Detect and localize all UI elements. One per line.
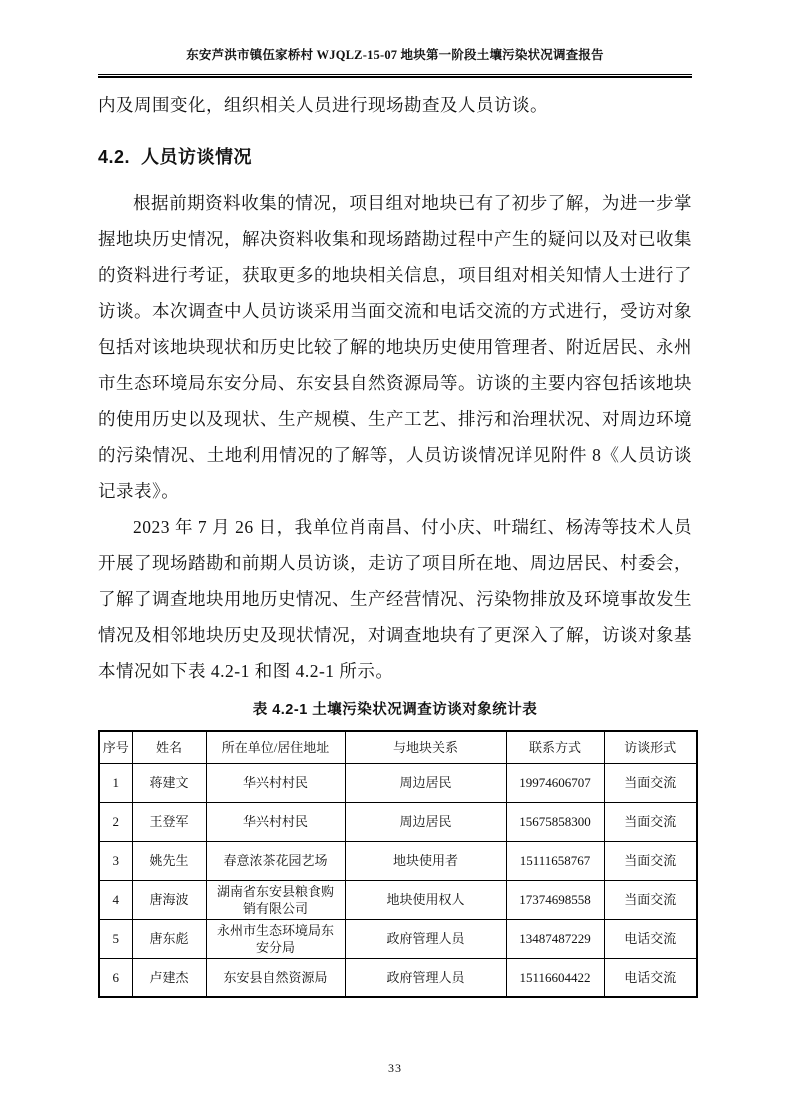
table-row: [99, 958, 697, 997]
cell-relation: 政府管理人员: [345, 958, 506, 997]
cell-relation: 地块使用权人: [345, 880, 506, 919]
cell-address: 华兴村村民: [206, 763, 345, 802]
cell-name: 蒋建文: [132, 763, 206, 802]
cell-no: 3: [99, 841, 132, 880]
cell-form: 当面交流: [604, 802, 697, 841]
cell-name: 姚先生: [132, 841, 206, 880]
table-row: [99, 841, 697, 880]
cell-no: 4: [99, 880, 132, 919]
cell-no: 6: [99, 958, 132, 997]
cell-form: 当面交流: [604, 763, 697, 802]
cell-phone: 13487487229: [506, 919, 604, 958]
cell-name: 卢建杰: [132, 958, 206, 997]
cell-form: 电话交流: [604, 958, 697, 997]
page-number: 33: [388, 1061, 402, 1075]
cell-form: 当面交流: [604, 880, 697, 919]
interview-statistics-table: [98, 730, 698, 998]
cell-no: 1: [99, 763, 132, 802]
cell-name: 王登军: [132, 802, 206, 841]
cell-relation: 政府管理人员: [345, 919, 506, 958]
table-header-row: [99, 731, 697, 763]
cell-name: 唐东彪: [132, 919, 206, 958]
cell-address: 湖南省东安县粮食购销有限公司: [206, 880, 345, 919]
table-row: [99, 802, 697, 841]
cell-no: 5: [99, 919, 132, 958]
cell-address: 春意浓茶花园艺场: [206, 841, 345, 880]
cell-relation: 地块使用者: [345, 841, 506, 880]
cell-phone: 15111658767: [506, 841, 604, 880]
table-caption: 表 4.2-1 土壤污染状况调查访谈对象统计表: [252, 702, 538, 718]
running-header-title: 东安芦洪市镇伍家桥村 WJQLZ-15-07 地块第一阶段土壤污染状况调查报告: [186, 48, 604, 62]
table-row: [99, 919, 697, 958]
cell-relation: 周边居民: [345, 763, 506, 802]
table-row: [99, 763, 697, 802]
cell-form: 当面交流: [604, 841, 697, 880]
cell-phone: 15116604422: [506, 958, 604, 997]
header-cell-form: 访谈形式: [604, 731, 697, 763]
header-cell-name: 姓名: [132, 731, 206, 763]
header-cell-relation: 与地块关系: [345, 731, 506, 763]
header-cell-no: 序号: [99, 731, 132, 763]
cell-phone: 17374698558: [506, 880, 604, 919]
cell-address: 永州市生态环境局东安分局: [206, 919, 345, 958]
cell-no: 2: [99, 802, 132, 841]
cell-address: 东安县自然资源局: [206, 958, 345, 997]
cell-form: 电话交流: [604, 919, 697, 958]
header-cell-address: 所在单位/居住地址: [206, 731, 345, 763]
cell-phone: 15675858300: [506, 802, 604, 841]
intro-continuation-line: 内及周围变化，组织相关人员进行现场勘查及人员访谈。: [98, 95, 548, 115]
table-row: [99, 880, 697, 919]
cell-address: 华兴村村民: [206, 802, 345, 841]
paragraph-interview-overview: 根据前期资料收集的情况，项目组对地块已有了初步了解，为进一步掌握地块历史情况，解决资料收集和现场踏勘过程中产生的疑问以及对已收集的资料进行考证，获取更多的地块相关信息，项目组对相关知情人士进行了访谈。本次调查中人员访谈采用当面交流和电话交流的方式进行，受访对象包括对该地块现状和历史比较了解的地块历史使用管理者、附近居民、永州市生态环境局东安分局、东安县自然资源局等。访谈的主要内容包括该地块的使用历史以及现状、生产规模、生产工艺、排污和治理状况、对周边环境的污染情况、土地利用情况的了解等，人员访谈情况详见附件 8《人员访谈记录表》。: [98, 193, 692, 501]
cell-name: 唐海波: [132, 880, 206, 919]
cell-phone: 19974606707: [506, 763, 604, 802]
header-double-rule: [98, 74, 692, 78]
header-cell-phone: 联系方式: [506, 731, 604, 763]
page-content: [98, 87, 692, 998]
paragraph-site-visit: 2023 年 7 月 26 日，我单位肖南昌、付小庆、叶瑞红、杨涛等技术人员开展了现场踏勘和前期人员访谈，走访了项目所在地、周边居民、村委会，了解了调查地块用地历史情况、生产经营情况、污染物排放及环境事故发生情况及相邻地块历史及现状情况，对调查地块有了更深入了解，访谈对象基本情况如下表 4.2-1 和图 4.2-1 所示。: [98, 517, 692, 681]
section-heading-4-2: 4.2. 人员访谈情况: [98, 147, 253, 167]
cell-relation: 周边居民: [345, 802, 506, 841]
